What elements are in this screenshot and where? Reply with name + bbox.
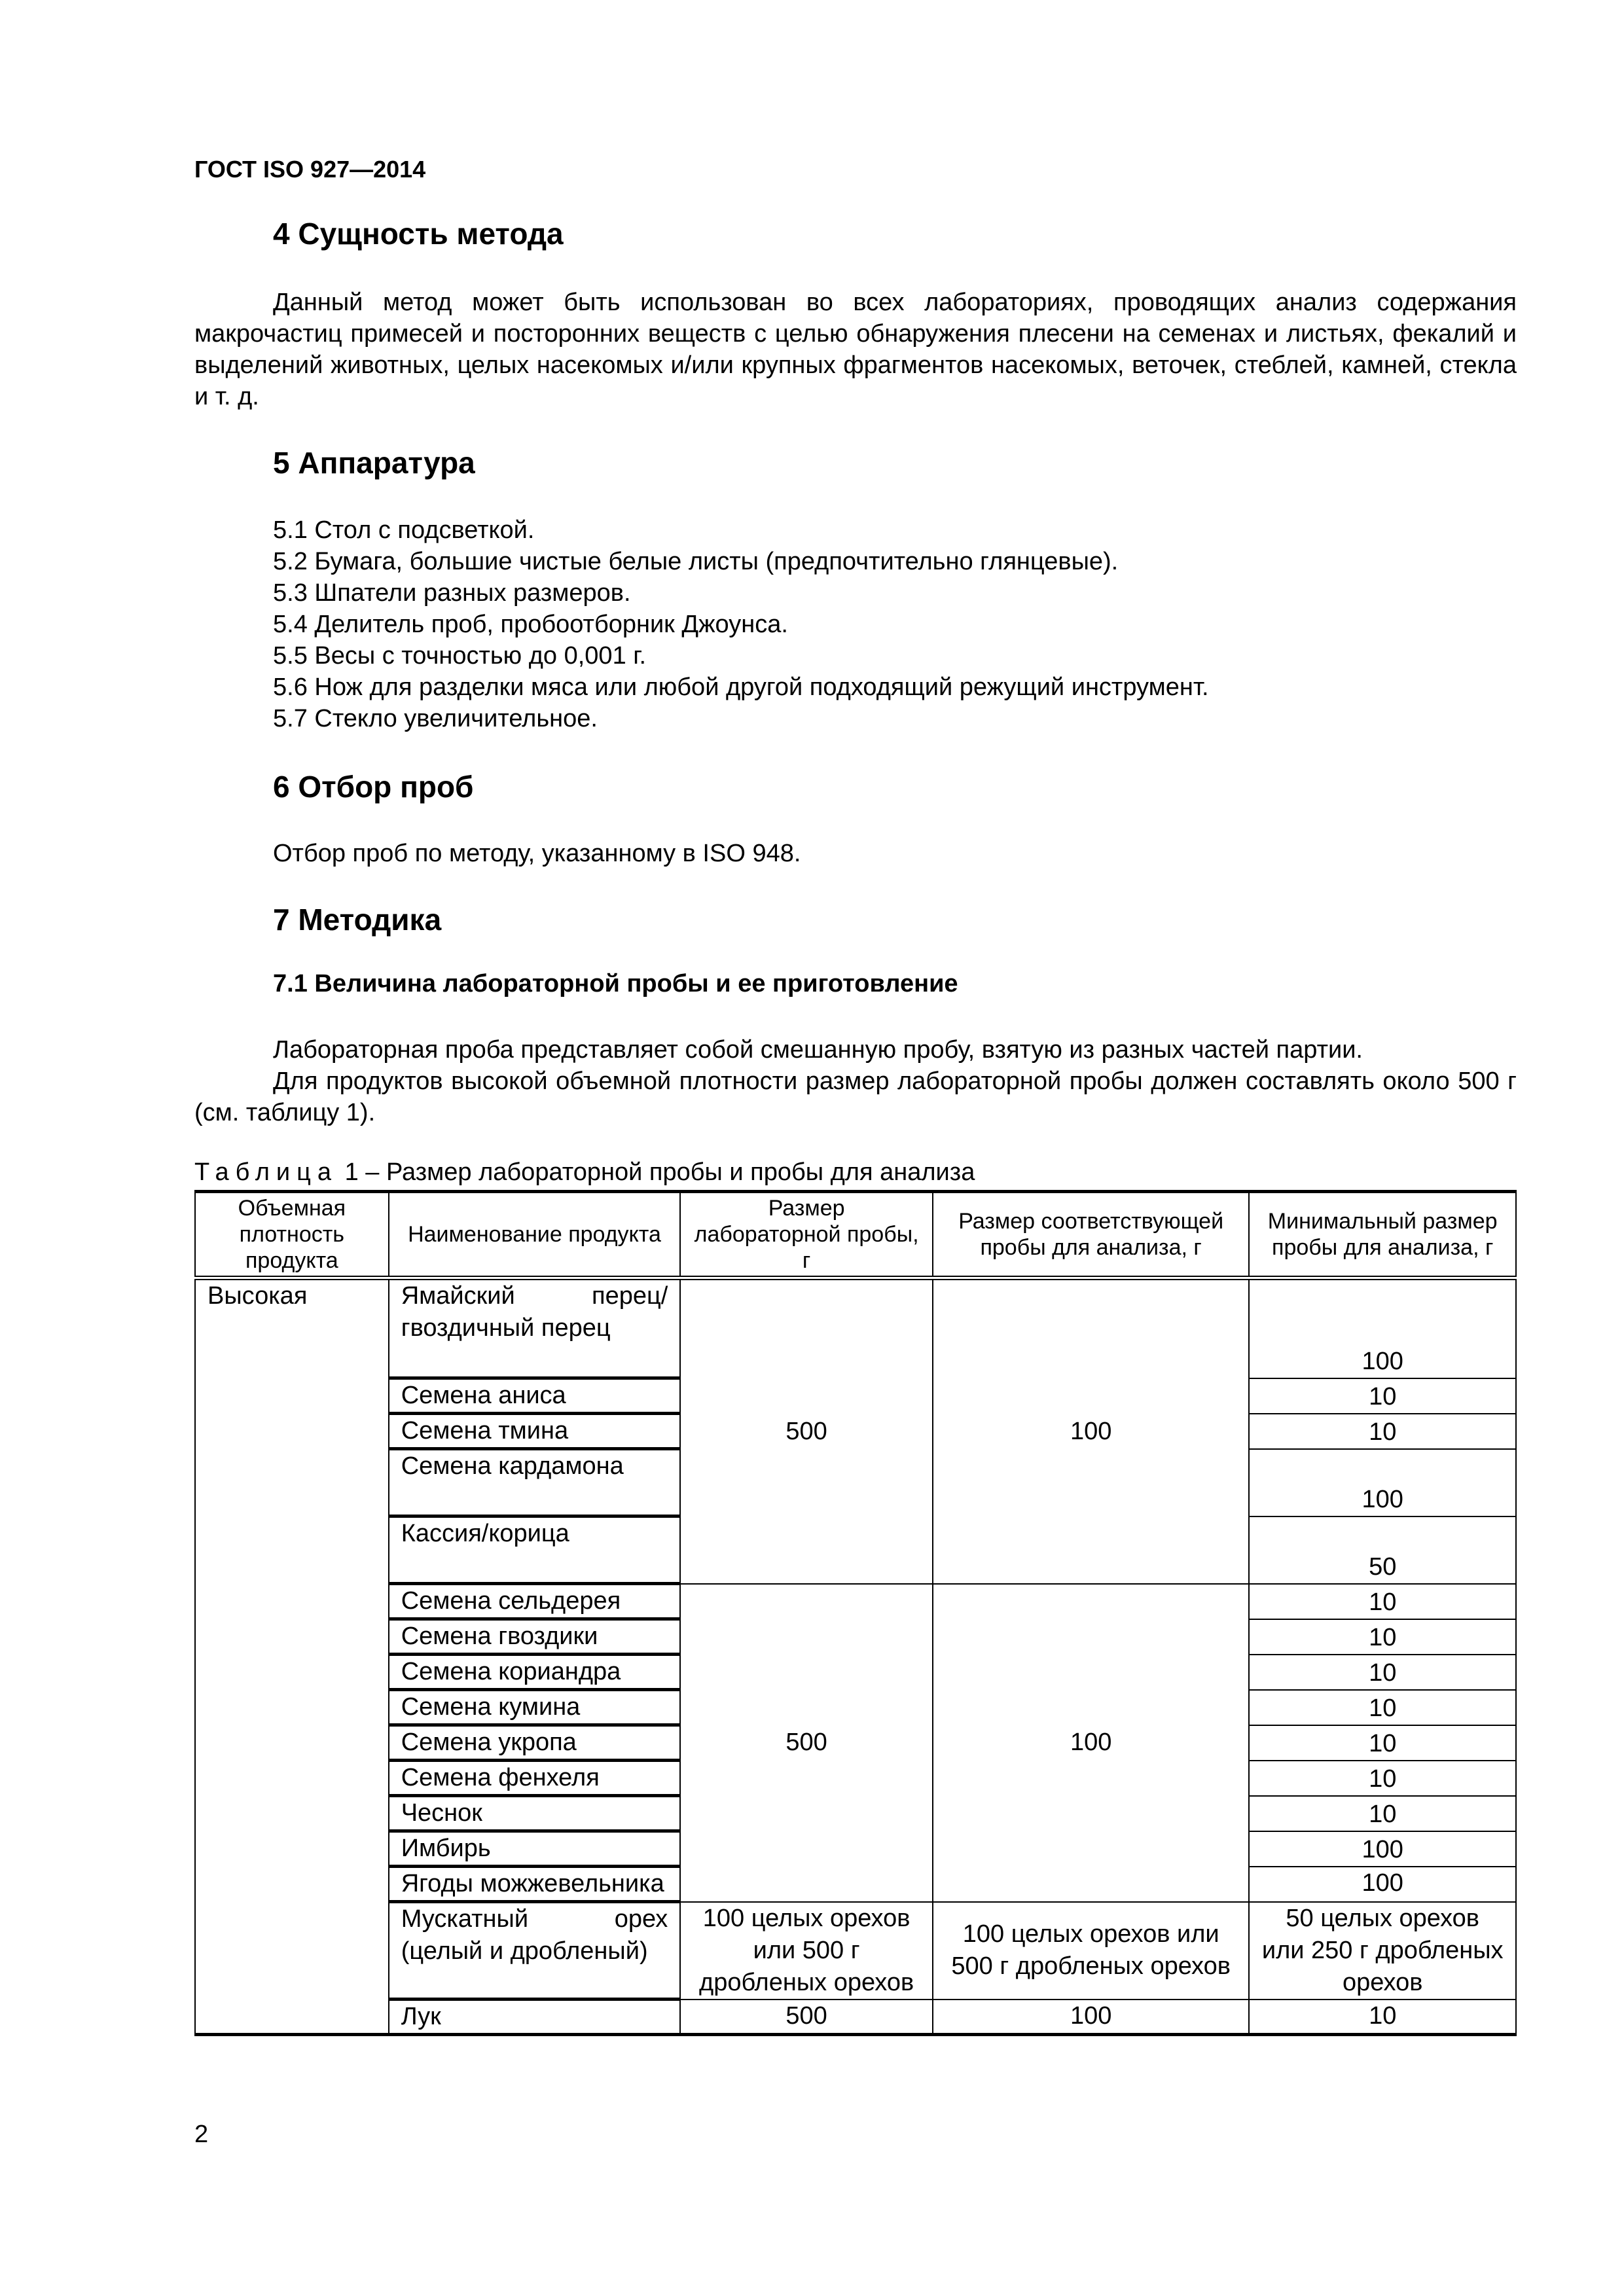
document-id-header: ГОСТ ISO 927—2014 (194, 156, 426, 183)
table-row (195, 2000, 1516, 2035)
min-sample-cell: 100 (1249, 1278, 1516, 1378)
section-7-1-para-2: Для продуктов высокой объемной плотности размер лабораторной пробы должен составлять около 500 г (см. таблицу 1). (194, 1067, 1517, 1126)
analysis-sample-cell: 100 (933, 1278, 1249, 1584)
min-sample-cell: 10 (1249, 1655, 1516, 1690)
min-sample-cell: 10 (1249, 1584, 1516, 1619)
table-caption-title: 1 – Размер лабораторной пробы и пробы для анализа (344, 1158, 975, 1186)
product-name: Семена кумина (389, 1690, 681, 1725)
product-name: Семена гвоздики (389, 1619, 681, 1655)
min-sample-cell: 100 (1249, 1831, 1516, 1867)
apparatus-item: 5.5 Весы с точностью до 0,001 г. (273, 642, 647, 670)
section-6-text: Отбор проб по методу, указанному в ISO 948. (273, 840, 801, 867)
min-sample-cell: 100 (1249, 1449, 1516, 1516)
min-sample-cell: 10 (1249, 1378, 1516, 1414)
subsection-7-1-title: 7.1 Величина лабораторной пробы и ее приготовление (273, 970, 958, 997)
product-name: Семена кардамона (389, 1449, 681, 1516)
product-name: Семена тмина (389, 1414, 681, 1449)
product-name: Ягоды можжевельника (389, 1867, 681, 1902)
min-sample-cell: 10 (1249, 1796, 1516, 1831)
product-name: Кассия/корица (389, 1516, 681, 1584)
apparatus-item: 5.7 Стекло увеличительное. (273, 705, 598, 732)
min-sample-cell: 10 (1249, 2000, 1516, 2035)
product-name: Семена укропа (389, 1725, 681, 1761)
section-4-text: Данный метод может быть использован во всех лабораториях, проводящих анализ содержания макрочастиц примесей и посторонних веществ с целью обнаружения плесени на семенах и листьях, фекалий и выделений животных, целых насекомых и/или крупных фрагментов насекомых, веточек, стеблей, камней, стекла и т. д. (194, 289, 1517, 410)
product-name: Семена фенхеля (389, 1761, 681, 1796)
min-sample-cell: 10 (1249, 1761, 1516, 1796)
section-6-title: 6 Отбор проб (273, 770, 474, 804)
analysis-sample-cell: 100 целых орехов или 500 г дробленых орехов (933, 1902, 1249, 2000)
min-sample-cell: 50 целых орехов или 250 г дробленых орехов (1249, 1902, 1516, 2000)
section-4-title: 4 Сущность метода (273, 217, 564, 251)
table-row (195, 1902, 1516, 2000)
apparatus-item: 5.4 Делитель проб, пробоотборник Джоунса. (273, 611, 788, 638)
min-sample-cell: 10 (1249, 1725, 1516, 1761)
header-product: Наименование продукта (389, 1192, 681, 1278)
header-analysis-sample: Размер соответствующей пробы для анализа, г (933, 1192, 1249, 1278)
table-row (195, 1584, 1516, 1619)
header-min-sample: Минимальный размер пробы для анализа, г (1249, 1192, 1516, 1278)
lab-sample-cell: 500 (680, 2000, 933, 2035)
table-caption (194, 1158, 975, 1187)
min-sample-cell: 10 (1249, 1619, 1516, 1655)
product-name: Семена аниса (389, 1378, 681, 1414)
lab-sample-cell: 500 (680, 1584, 933, 1902)
lab-sample-cell: 100 целых орехов или 500 г дробленых орехов (680, 1902, 933, 2000)
table-header-row (195, 1192, 1516, 1278)
section-7-1-para-1: Лабораторная проба представляет собой смешанную пробу, взятую из разных частей партии. (273, 1036, 1363, 1064)
header-lab-sample: Размер лабораторной пробы, г (680, 1192, 933, 1278)
apparatus-item: 5.6 Нож для разделки мяса или любой другой подходящий режущий инструмент. (273, 673, 1209, 701)
lab-sample-cell: 500 (680, 1278, 933, 1584)
page-number: 2 (194, 2121, 209, 2148)
analysis-sample-cell: 100 (933, 1584, 1249, 1902)
min-sample-cell: 10 (1249, 1414, 1516, 1449)
sample-size-table (194, 1190, 1517, 2036)
section-5-title: 5 Аппаратура (273, 446, 475, 480)
product-name: Семена кориандра (389, 1655, 681, 1690)
table-caption-prefix: Таблица (194, 1158, 338, 1186)
product-name: Мускатный орех (целый и дробленый) (389, 1902, 681, 2000)
min-sample-cell: 50 (1249, 1516, 1516, 1584)
product-name: Ямайский перец/гвоздичный перец (389, 1278, 681, 1378)
min-sample-cell: 100 (1249, 1867, 1516, 1902)
product-name: Чеснок (389, 1796, 681, 1831)
apparatus-list (273, 514, 1209, 734)
product-name: Семена сельдерея (389, 1584, 681, 1619)
density-cell: Высокая (195, 1278, 389, 2035)
product-name: Лук (389, 2000, 681, 2035)
table-row (195, 1278, 1516, 1378)
section-7-title: 7 Методика (273, 903, 442, 937)
apparatus-item: 5.1 Стол с подсветкой. (273, 516, 535, 544)
apparatus-item: 5.3 Шпатели разных размеров. (273, 579, 631, 607)
header-density: Объемная плотность продукта (195, 1192, 389, 1278)
apparatus-item: 5.2 Бумага, большие чистые белые листы (предпочтительно глянцевые). (273, 548, 1119, 575)
analysis-sample-cell: 100 (933, 2000, 1249, 2035)
min-sample-cell: 10 (1249, 1690, 1516, 1725)
product-name: Имбирь (389, 1831, 681, 1867)
